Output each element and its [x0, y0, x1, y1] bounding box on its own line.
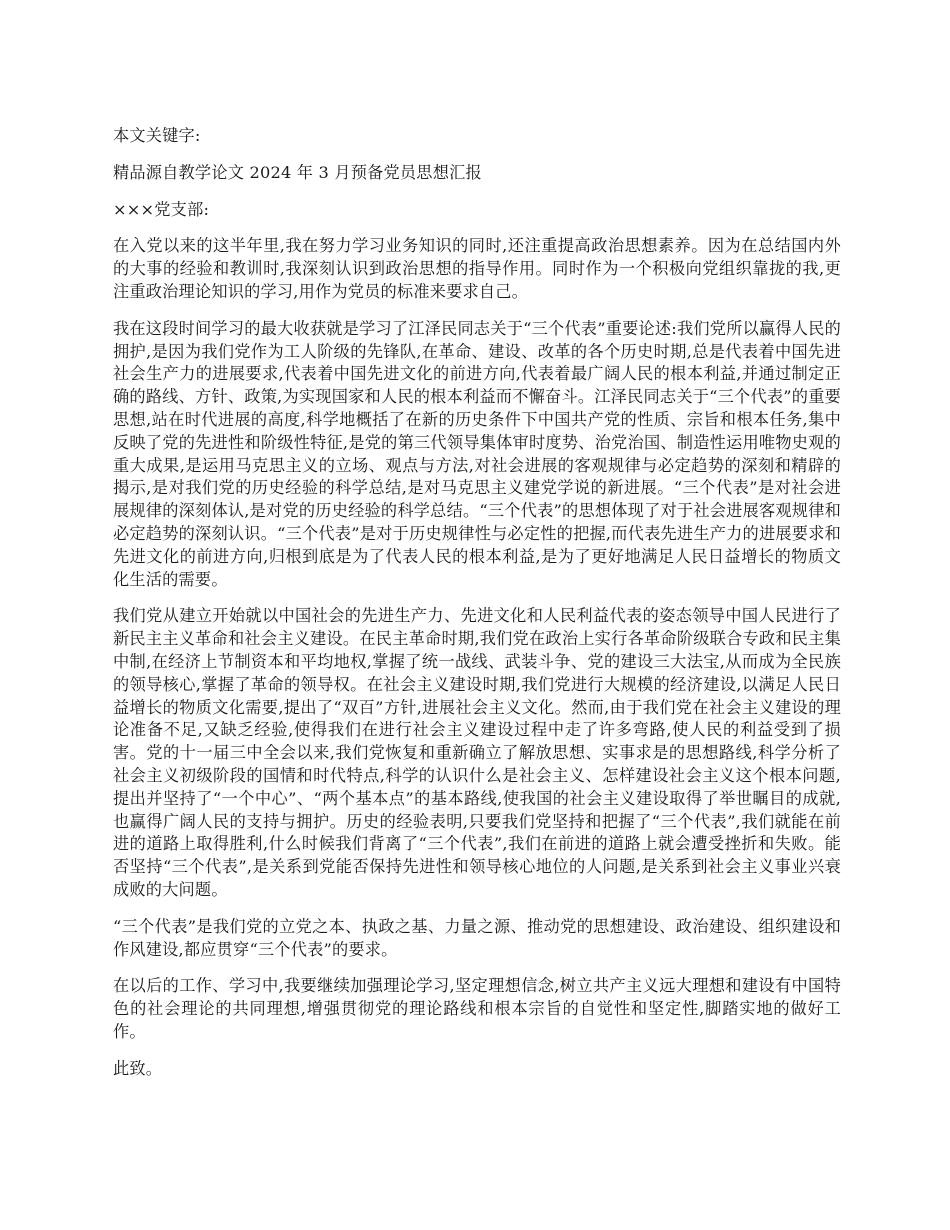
keywords-label: 本文关键字:	[113, 126, 201, 145]
document-title: 精品源自教学论文 2024 年 3 月预备党员思想汇报	[113, 162, 482, 182]
paragraph-4: “三个代表”是我们党的立党之本、执政之基、力量之源、推动党的思想建设、政治建设、组织建设和作风建设,都应贯穿“三个代表”的要求。	[113, 916, 841, 959]
closing: 此致。	[113, 1058, 163, 1078]
paragraph-1: 在入党以来的这半年里,我在努力学习业务知识的同时,还注重提高政治思想素养。因为在总结国内外的大事的经验和教训时,我深刻认识到政治思想的指导作用。同时作为一个积极向党组织靠拢的我,更注重政治理论知识的学习,用作为党员的标准来要求自己。	[113, 236, 841, 301]
paragraph-2: 我在这段时间学习的最大收获就是学习了江泽民同志关于“三个代表”重要论述:我们党所以赢得人民的拥护,是因为我们党作为工人阶级的先锋队,在革命、建设、改革的各个历史时期,总是代表着中国先进社会生产力的进展要求,代表着中国先进文化的前进方向,代表着最广阔人民的根本利益,并通过制定正确的路线、方针、政策,为实现国家和人民的根本利益而不懈奋斗。江泽民同志关于“三个代表”的重要思想,站在时代进展的高度,科学地概括了在新的历史条件下中国共产党的性质、宗旨和根本任务,集中反映了党的先进性和阶级性特征,是党的第三代领导集体审时度势、治党治国、制造性运用唯物史观的重大成果,是运用马克思主义的立场、观点与方法,对社会进展的客观规律与必定趋势的深刻和精辟的揭示,是对我们党的历史经验的科学总结,是对马克思主义建党学说的新进展。“三个代表”是对社会进展规律的深刻体认,是对党的历史经验的科学总结。“三个代表”的思想体现了对于社会进展客观规律和必定趋势的深刻认识。“三个代表”是对于历史规律性与必定性的把握,而代表先进生产力的进展要求和先进文化的前进方向,归根到底是为了代表人民的根本利益,是为了更好地满足人民日益增长的物质文化生活的需要。	[113, 318, 841, 589]
paragraph-3: 我们党从建立开始就以中国社会的先进生产力、先进文化和人民利益代表的姿态领导中国人民进行了新民主主义革命和社会主义建设。在民主革命时期,我们党在政治上实行各革命阶级联合专政和民主集中制,在经济上节制资本和平均地权,掌握了统一战线、武装斗争、党的建设三大法宝,从而成为全民族的领导核心,掌握了革命的领导权。在社会主义建设时期,我们党进行大规模的经济建设,以满足人民日益增长的物质文化需要,提出了“双百”方针,进展社会主义文化。然而,由于我们党在社会主义建设的理论准备不足,又缺乏经验,使得我们在进行社会主义建设过程中走了许多弯路,使人民的利益受到了损害。党的十一届三中全会以来,我们党恢复和重新确立了解放思想、实事求是的思想路线,科学分析了社会主义初级阶段的国情和时代特点,科学的认识什么是社会主义、怎样建设社会主义这个根本问题,提出并坚持了“一个中心”、“两个基本点”的基本路线,使我国的社会主义建设取得了举世瞩目的成就,也赢得广阔人民的支持与拥护。历史的经验表明,只要我们党坚持和把握了“三个代表”,我们就能在前进的道路上取得胜利,什么时候我们背离了“三个代表”,我们在前进的道路上就会遭受挫折和失败。能否坚持“三个代表”,是关系到党能否保持先进性和领导核心地位的人问题,是关系到社会主义事业兴衰成败的大问题。	[113, 606, 841, 899]
paragraph-5: 在以后的工作、学习中,我要继续加强理论学习,坚定理想信念,树立共产主义远大理想和建设有中国特色的社会理论的共同理想,增强贯彻党的理论路线和根本宗旨的自觉性和坚定性,脚踏实地的做好工作。	[113, 976, 841, 1041]
document-body	[113, 125, 841, 1094]
salutation: ×××党支部:	[113, 199, 210, 219]
